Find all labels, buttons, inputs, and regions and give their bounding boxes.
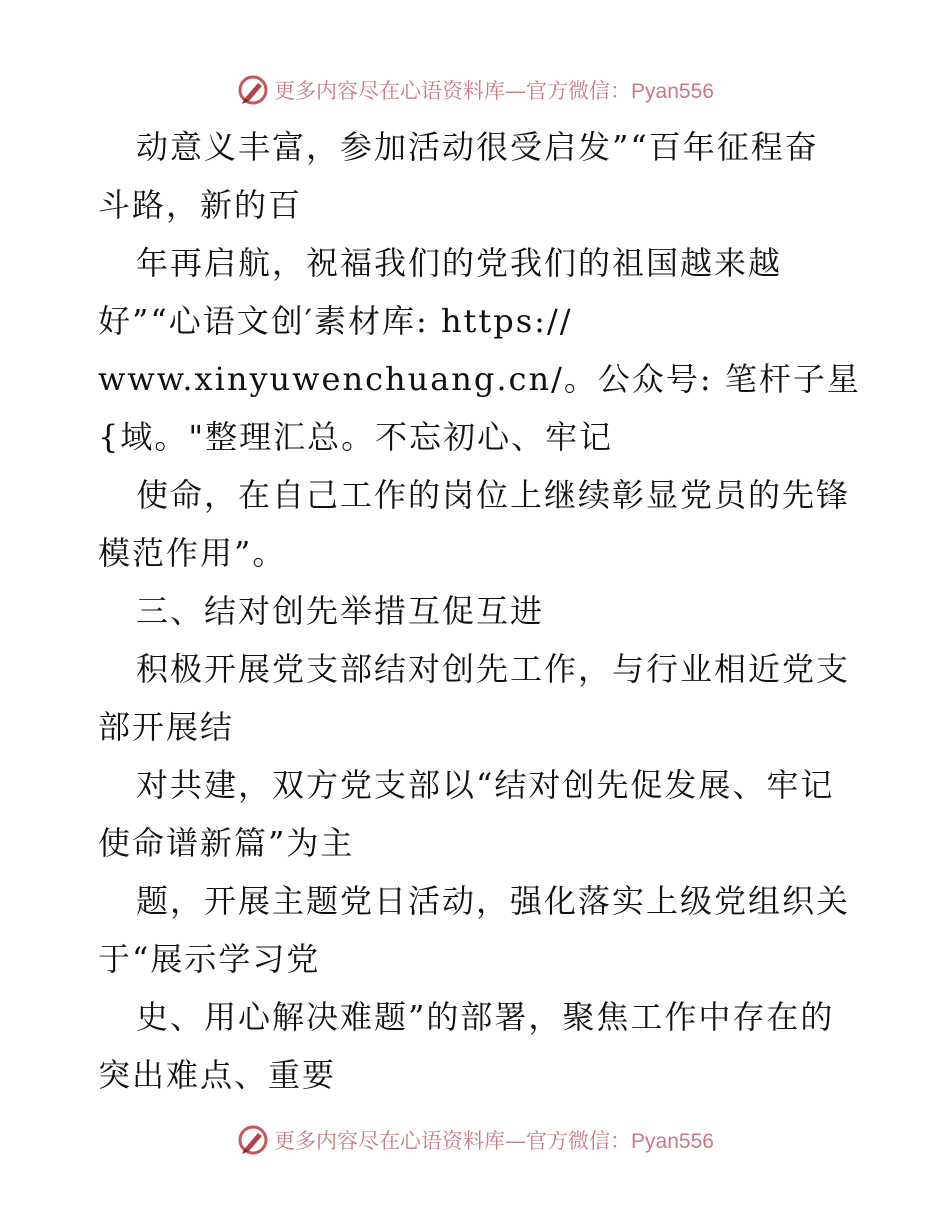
body-line: 部开展结 bbox=[98, 708, 235, 746]
body-line: www.xinyuwenchuang.cn/。公众号: 笔杆子星 bbox=[98, 360, 861, 398]
watermark-slogan: 更多内容尽在心语资料库— bbox=[274, 1129, 527, 1153]
body-line: 模范作用”。 bbox=[98, 534, 287, 572]
body-line: {域。"整理汇总。不忘初心、牢记 bbox=[98, 418, 614, 456]
body-line: 好”“心语文创′素材库: https:// bbox=[98, 302, 573, 340]
pen-circle-logo-icon bbox=[236, 1123, 270, 1157]
body-line: 对共建，双方党支部以“结对创先促发展、牢记 bbox=[136, 766, 835, 804]
watermark-contact: 官方微信：Pyan556 bbox=[526, 80, 714, 103]
section-heading: 三、结对创先举措互促互进 bbox=[136, 592, 545, 630]
pen-circle-logo-icon bbox=[236, 73, 270, 107]
body-line: 使命，在自己工作的岗位上继续彰显党员的先锋 bbox=[136, 476, 851, 514]
body-line: 动意义丰富，参加活动很受启发”“百年征程奋 bbox=[136, 128, 819, 166]
header-watermark bbox=[0, 70, 950, 110]
body-line: 题，开展主题党日活动，强化落实上级党组织关 bbox=[136, 882, 851, 920]
body-line: 于“展示学习党 bbox=[98, 940, 321, 978]
watermark-slogan: 更多内容尽在心语资料库— bbox=[274, 79, 527, 103]
document-body bbox=[98, 118, 861, 1104]
body-line: 史、用心解决难题”的部署，聚焦工作中存在的 bbox=[136, 998, 835, 1036]
footer-watermark bbox=[0, 1120, 950, 1160]
body-line: 突出难点、重要 bbox=[98, 1056, 337, 1094]
body-line: 积极开展党支部结对创先工作，与行业相近党支 bbox=[136, 650, 851, 688]
body-line: 斗路，新的百 bbox=[98, 186, 303, 224]
body-line: 年再启航，祝福我们的党我们的祖国越来越 bbox=[136, 244, 783, 282]
body-line: 使命谱新篇”为主 bbox=[98, 824, 355, 862]
watermark-contact: 官方微信：Pyan556 bbox=[526, 1130, 714, 1153]
